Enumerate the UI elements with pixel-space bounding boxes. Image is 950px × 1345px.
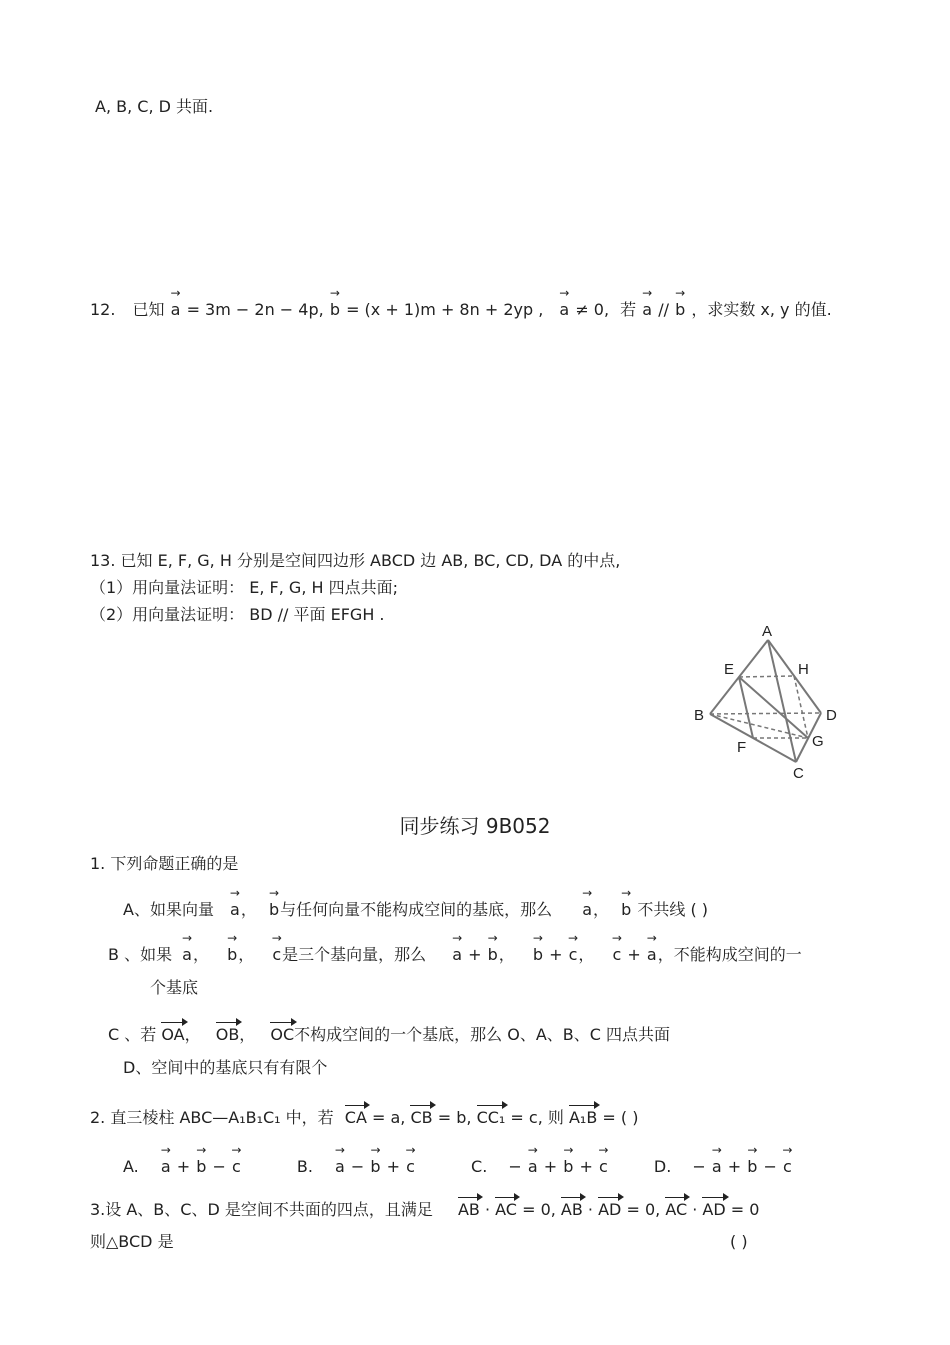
vector-b-2: → b <box>674 299 686 321</box>
question-13-line2: （1）用向量法证明： E, F, G, H 四点共面; <box>90 578 399 597</box>
vector-ad-2: AD <box>702 1197 725 1221</box>
vector-b: → b <box>329 299 341 321</box>
tetrahedron-figure <box>686 620 846 785</box>
question-13-line3: （2）用向量法证明： BD // 平面 EFGH . <box>90 605 385 624</box>
vector-c-3: → c <box>612 944 623 966</box>
segment-eh-dashed <box>739 676 794 677</box>
q12-if: 若 <box>620 300 637 319</box>
p1-stem: 1. 下列命题正确的是 <box>90 854 239 873</box>
question-13-line1: 13. 已知 E, F, G, H 分别是空间四边形 ABCD 边 AB, BC, CD, DA 的中点, <box>90 551 621 570</box>
vector-oa: OA <box>161 1022 184 1046</box>
vector-a: → a <box>229 899 241 921</box>
p1-option-b-cont: 个基底 <box>150 978 199 997</box>
p3-stem: 3.设 A、B、C、D 是空间不共面的四点，且满足 AB · AC = 0, AB · AD = 0, AC · AD = 0 <box>90 1197 759 1221</box>
label-b: B <box>694 707 705 724</box>
label-g: G <box>812 733 824 750</box>
q12-number: 12. <box>90 300 116 319</box>
p1-b-text: B 、如果 <box>108 945 173 964</box>
vector-b-2: → b <box>487 944 499 966</box>
vector-b-2: → b <box>620 899 632 921</box>
q12-parallel: // <box>658 300 669 319</box>
p1-b-mid: 是三个基向量，那么 <box>282 945 427 964</box>
vector-c-2: → c <box>405 1156 416 1178</box>
p1-b-end: ，不能构成空间的一 <box>657 945 802 964</box>
vector-a: → a <box>181 944 193 966</box>
vector-ac-2: AC <box>665 1197 687 1221</box>
vector-b: → b <box>226 944 238 966</box>
vector-a1b: A₁B <box>569 1105 597 1129</box>
vector-b-3: → b <box>532 944 544 966</box>
vector-ca: CA <box>345 1105 367 1129</box>
vector-a-2: → a <box>334 1156 346 1178</box>
vector-b: → b <box>268 899 280 921</box>
q12-ask: ，求实数 x, y 的值. <box>691 300 832 319</box>
p2-eq-c: = c, 则 <box>510 1108 564 1127</box>
vector-c-3: → c <box>598 1156 609 1178</box>
vector-b: → b <box>195 1156 207 1178</box>
question-12 <box>90 299 832 321</box>
vector-oc: OC <box>270 1022 294 1046</box>
q12-eq-b: = (x + 1)m + 8n + 2yp , <box>346 300 544 319</box>
vector-c: → c <box>271 944 282 966</box>
p3-tail: 则△BCD 是 <box>90 1232 174 1251</box>
vector-b-3: → b <box>562 1156 574 1178</box>
p1-option-b: B 、如果 → a， → b， → c是三个基向量，那么 → a + → b， → b + → c， → c + → a，不能构成空间的一 <box>108 944 802 966</box>
vector-a-3: → a <box>646 944 658 966</box>
p1-a-text: A、如果向量 <box>123 900 214 919</box>
vector-ab: AB <box>458 1197 480 1221</box>
label-d: D <box>826 707 837 724</box>
p2-opt-d-label: D. <box>653 1157 672 1176</box>
vector-ob: OB <box>216 1022 240 1046</box>
q12-eq-a: = 3m − 2n − 4p, <box>186 300 324 319</box>
vector-b-2: → b <box>369 1156 381 1178</box>
p3-answer-paren: ( ) <box>730 1232 748 1251</box>
vector-a: → a <box>170 299 182 321</box>
label-c: C <box>793 765 804 782</box>
vector-ad: AD <box>598 1197 621 1221</box>
p2-stem <box>90 1105 638 1129</box>
label-h: H <box>798 661 809 678</box>
p2-opt-a-label: A. <box>123 1157 139 1176</box>
p1-a-mid: 与任何向量不能构成空间的基底，那么 <box>280 900 553 919</box>
vector-a-2: → a <box>451 944 463 966</box>
vector-c: → c <box>231 1156 242 1178</box>
vector-a: → a <box>160 1156 172 1178</box>
label-a: A <box>762 623 773 640</box>
vector-b-4: → b <box>746 1156 758 1178</box>
p2-options: A. → a + → b − → c B. → a − → b + → c C. − → a + → b + → c D. − → a + → b − → c <box>123 1156 793 1178</box>
vector-a-2: → a <box>581 899 593 921</box>
p2-eq-a: = a, <box>372 1108 406 1127</box>
vector-a-4: → a <box>711 1156 723 1178</box>
q12-known: 已知 <box>132 300 165 319</box>
section-title: 同步练习 9B052 <box>399 814 551 838</box>
vector-c-2: → c <box>568 944 579 966</box>
p2-stem-text: 2. 直三棱柱 ABC—A₁B₁C₁ 中，若 <box>90 1108 334 1127</box>
vector-cc1: CC₁ <box>477 1105 506 1129</box>
line-abcd-coplanar: A, B, C, D 共面. <box>95 97 214 116</box>
label-e: E <box>724 661 735 678</box>
p3-stem-text: 3.设 A、B、C、D 是空间不共面的四点，且满足 <box>90 1200 433 1219</box>
vector-ac: AC <box>495 1197 517 1221</box>
vector-a-3: → a <box>641 299 653 321</box>
vector-c-4: → c <box>782 1156 793 1178</box>
p1-c-mid: 不构成空间的一个基底，那么 O、A、B、C 四点共面 <box>294 1025 671 1044</box>
segment-ef <box>739 677 753 738</box>
p2-opt-c-label: C. <box>471 1157 488 1176</box>
p2-eq-b: = b, <box>437 1108 472 1127</box>
vector-ab-2: AB <box>561 1197 583 1221</box>
p2-opt-b-label: B. <box>296 1157 313 1176</box>
p1-option-c: C 、若 OA， OB， OC不构成空间的一个基底，那么 O、A、B、C 四点共面 <box>108 1022 670 1046</box>
p1-c-text: C 、若 <box>108 1025 157 1044</box>
p2-eq-paren: = ( ) <box>602 1108 639 1127</box>
p1-a-end: 不共线 ( ) <box>637 900 709 919</box>
vector-a-3: → a <box>527 1156 539 1178</box>
label-f: F <box>737 739 747 756</box>
edge-bd-dashed <box>710 713 821 714</box>
vector-a-2: → a <box>558 299 570 321</box>
p1-option-a: A、如果向量 → a， → b与任何向量不能构成空间的基底，那么 → a， → b 不共线 ( ) <box>123 899 708 921</box>
q12-neq: ≠ 0, <box>575 300 610 319</box>
vector-cb: CB <box>410 1105 432 1129</box>
p1-option-d: D、空间中的基底只有有限个 <box>123 1058 328 1077</box>
